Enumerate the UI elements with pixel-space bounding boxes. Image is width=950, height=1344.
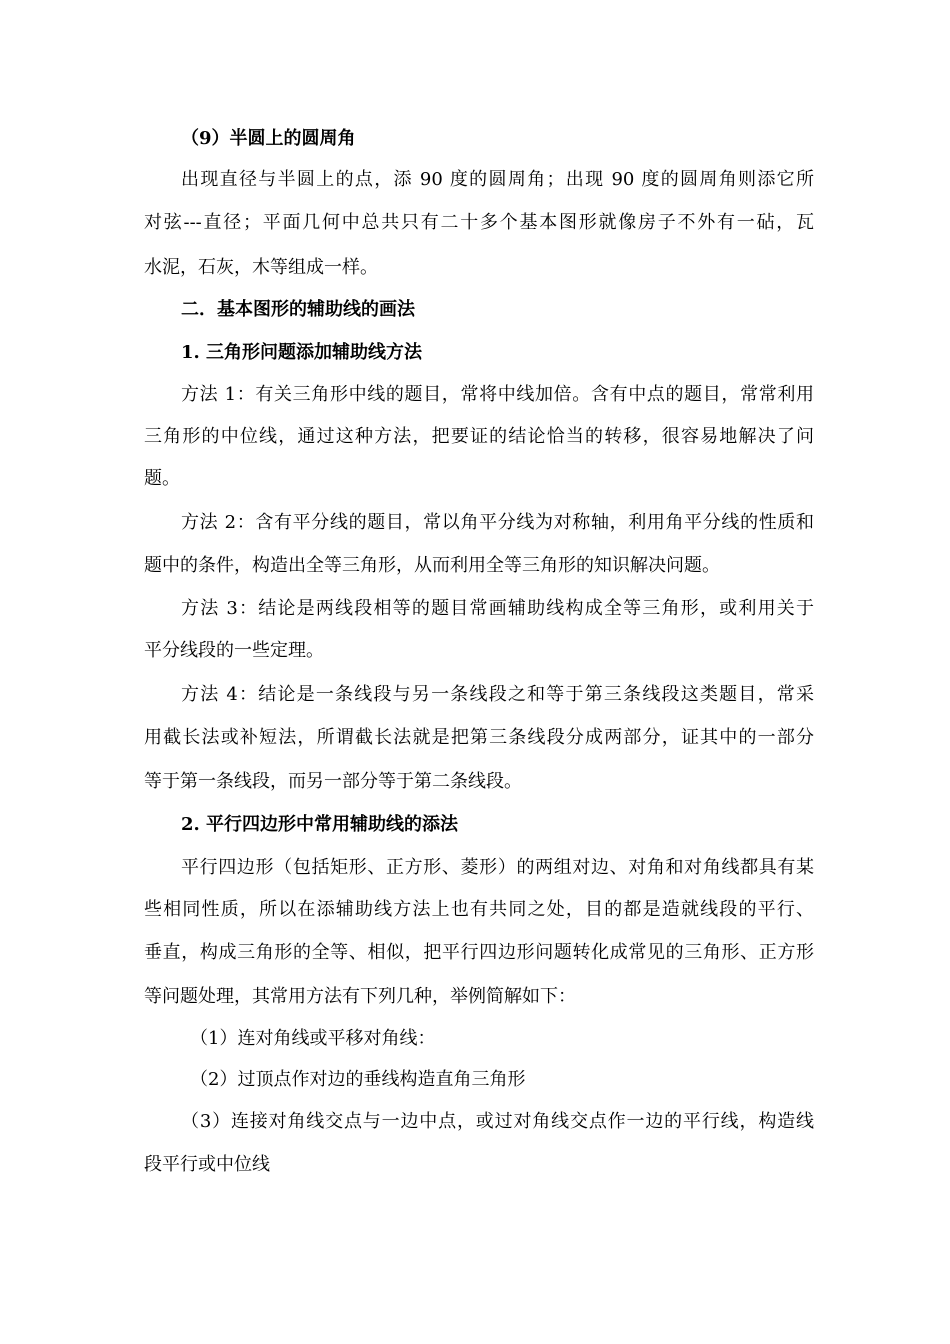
heading-semicircle-angle: （9）半圆上的圆周角	[181, 128, 356, 149]
paragraph-line: 水泥，石灰，木等组成一样。	[144, 257, 378, 278]
paragraph-line: 题中的条件，构造出全等三角形，从而利用全等三角形的知识解决问题。	[144, 555, 720, 576]
paragraph-line: 等问题处理，其常用方法有下列几种，举例简解如下：	[144, 986, 576, 1007]
paragraph-line: 垂直，构成三角形的全等、相似，把平行四边形问题转化成常见的三角形、正方形	[144, 942, 814, 963]
paragraph-line: 方法 2：含有平分线的题目，常以角平分线为对称轴，利用角平分线的性质和	[181, 512, 814, 533]
paragraph-line: 等于第一条线段，而另一部分等于第二条线段。	[144, 771, 522, 792]
list-item: （2）过顶点作对边的垂线构造直角三角形	[190, 1069, 526, 1090]
paragraph-line: 些相同性质，所以在添辅助线方法上也有共同之处，目的都是造就线段的平行、	[144, 899, 814, 920]
paragraph-line: 方法 1：有关三角形中线的题目，常将中线加倍。含有中点的题目，常常利用	[181, 384, 814, 405]
paragraph-line: 三角形的中位线，通过这种方法，把要证的结论恰当的转移，很容易地解决了问	[144, 426, 814, 447]
subsection-title-triangle: 1. 三角形问题添加辅助线方法	[181, 342, 423, 363]
paragraph-line: 题。	[144, 468, 180, 489]
list-item-continuation: 段平行或中位线	[144, 1154, 270, 1175]
paragraph-line: 方法 4：结论是一条线段与另一条线段之和等于第三条线段这类题目，常采	[181, 684, 814, 705]
paragraph-line: 平分线段的一些定理。	[144, 640, 324, 661]
subsection-title-parallelogram: 2. 平行四边形中常用辅助线的添法	[181, 814, 459, 835]
section-title: 二．基本图形的辅助线的画法	[181, 299, 415, 320]
paragraph-line: 平行四边形（包括矩形、正方形、菱形）的两组对边、对角和对角线都具有某	[181, 857, 814, 878]
paragraph-line: 用截长法或补短法，所谓截长法就是把第三条线段分成两部分，证其中的一部分	[144, 727, 814, 748]
paragraph-line: 出现直径与半圆上的点，添 90 度的圆周角；出现 90 度的圆周角则添它所	[181, 169, 814, 190]
list-item: （3）连接对角线交点与一边中点，或过对角线交点作一边的平行线，构造线	[181, 1111, 814, 1132]
paragraph-line: 方法 3：结论是两线段相等的题目常画辅助线构成全等三角形，或利用关于	[181, 598, 814, 619]
list-item: （1）连对角线或平移对角线：	[190, 1028, 436, 1049]
paragraph-line: 对弦---直径；平面几何中总共只有二十多个基本图形就像房子不外有一砧，瓦	[144, 212, 814, 233]
